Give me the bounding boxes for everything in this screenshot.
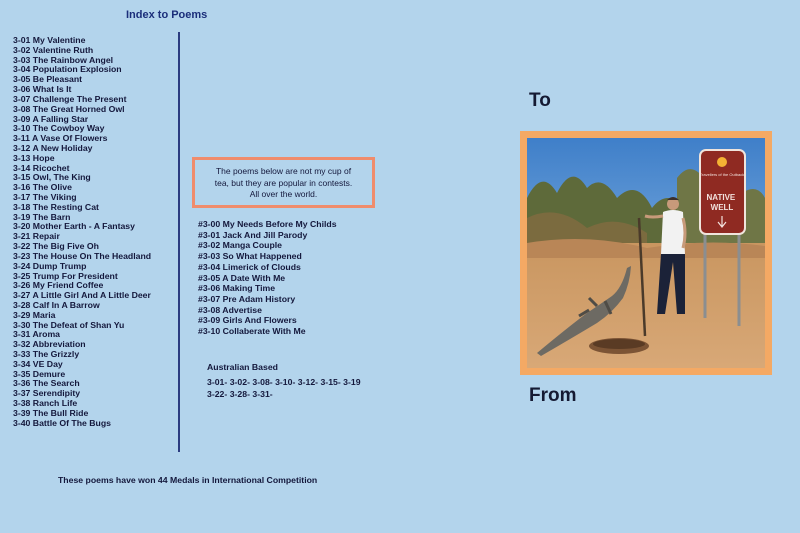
outback-photo: [527, 138, 765, 368]
vertical-divider: [178, 32, 180, 452]
page-title: Index to Poems: [126, 9, 208, 21]
poem-link[interactable]: 3-20 Mother Earth - A Fantasy: [13, 221, 135, 232]
poem-link[interactable]: 3-21 Repair: [13, 231, 60, 242]
poem-link[interactable]: 3-39 The Bull Ride: [13, 407, 89, 418]
poem-link[interactable]: 3-01 My Valentine: [13, 35, 86, 45]
poem-link[interactable]: 3-34 VE Day: [13, 358, 63, 369]
from-label: From: [529, 385, 577, 406]
contest-poem-link[interactable]: #3-08 Advertise: [198, 304, 262, 315]
contest-poem-link[interactable]: #3-05 A Date With Me: [198, 272, 286, 283]
poem-link[interactable]: 3-09 A Falling Star: [13, 113, 89, 124]
contest-poem-link[interactable]: #3-02 Manga Couple: [198, 240, 282, 251]
poem-link[interactable]: 3-03 The Rainbow Angel: [13, 54, 114, 65]
note-line: The poems below are not my cup of: [215, 166, 352, 176]
poem-link[interactable]: 3-30 The Defeat of Shan Yu: [13, 319, 125, 330]
poem-link[interactable]: 3-02 Valentine Ruth: [13, 44, 94, 55]
medals-footer-text: These poems have won 44 Medals in International Competition: [58, 475, 318, 485]
australian-poem-numbers[interactable]: 3-22- 3-28- 3-31-: [207, 389, 273, 399]
poem-link[interactable]: 3-40 Battle Of The Bugs: [13, 417, 111, 428]
sign-title-line-2: WELL: [710, 203, 734, 212]
poem-link[interactable]: 3-16 The Olive: [13, 182, 72, 193]
contest-poem-link[interactable]: #3-00 My Needs Before My Childs: [198, 219, 337, 229]
contest-poem-link[interactable]: #3-01 Jack And Jill Parody: [198, 229, 308, 240]
poem-link[interactable]: 3-25 Trump For President: [13, 270, 118, 281]
poem-link[interactable]: 3-26 My Friend Coffee: [13, 280, 104, 291]
poem-link[interactable]: 3-05 Be Pleasant: [13, 74, 83, 85]
poem-link[interactable]: 3-38 Ranch Life: [13, 398, 78, 409]
poem-link[interactable]: 3-17 The Viking: [13, 192, 77, 202]
poem-link[interactable]: 3-28 Calf In A Barrow: [13, 299, 100, 310]
poem-link[interactable]: 3-18 The Resting Cat: [13, 201, 99, 212]
photo-frame: [520, 131, 772, 375]
poem-link[interactable]: 3-35 Demure: [13, 368, 66, 379]
poem-link[interactable]: 3-29 Maria: [13, 309, 56, 320]
contest-poem-list: [198, 219, 337, 337]
poem-link[interactable]: 3-10 The Cowboy Way: [13, 123, 105, 134]
poem-link[interactable]: 3-04 Population Explosion: [13, 64, 122, 75]
contest-poem-link[interactable]: #3-06 Making Time: [198, 283, 276, 294]
poem-link[interactable]: 3-23 The House On The Headland: [13, 250, 152, 261]
poem-link[interactable]: 3-08 The Great Horned Owl: [13, 103, 125, 114]
to-label: To: [529, 90, 551, 111]
sign-title: [707, 193, 738, 212]
contest-poem-link[interactable]: #3-03 So What Happened: [198, 251, 302, 262]
poem-link[interactable]: 3-13 Hope: [13, 152, 55, 163]
poem-index-list: [13, 36, 151, 429]
contest-poem-link[interactable]: #3-09 Girls And Flowers: [198, 315, 297, 326]
poem-link[interactable]: 3-31 Aroma: [13, 329, 60, 340]
poem-link[interactable]: 3-32 Abbreviation: [13, 339, 86, 350]
poem-link[interactable]: 3-12 A New Holiday: [13, 142, 93, 153]
poem-link[interactable]: 3-37 Serendipity: [13, 388, 81, 399]
poem-link[interactable]: 3-24 Dump Trump: [13, 260, 87, 271]
poem-link[interactable]: 3-15 Owl, The King: [13, 172, 91, 183]
australian-poem-numbers[interactable]: 3-01- 3-02- 3-08- 3-10- 3-12- 3-15- 3-19: [207, 377, 361, 387]
poem-link[interactable]: 3-11 A Vase Of Flowers: [13, 133, 108, 144]
contest-poem-link[interactable]: #3-07 Pre Adam History: [198, 293, 296, 304]
note-line: All over the world.: [249, 189, 318, 199]
poem-link[interactable]: 3-07 Challenge The Present: [13, 93, 127, 104]
poem-link[interactable]: 3-33 The Grizzly: [13, 349, 80, 359]
sign-small-text: Travellers of the Outback: [699, 172, 745, 177]
contest-poem-link[interactable]: #3-04 Limerick of Clouds: [198, 261, 301, 272]
poem-link[interactable]: 3-06 What Is It: [13, 84, 72, 95]
contest-note-box: [192, 157, 375, 208]
poem-link[interactable]: 3-36 The Search: [13, 378, 80, 389]
contest-poem-link[interactable]: #3-10 Collaberate With Me: [198, 326, 306, 337]
poem-link[interactable]: 3-14 Ricochet: [13, 162, 70, 173]
sign-title-line-1: NATIVE: [706, 193, 736, 202]
australian-based-label: Australian Based: [207, 362, 278, 372]
poem-link[interactable]: 3-22 The Big Five Oh: [13, 241, 99, 252]
poem-link[interactable]: 3-19 The Barn: [13, 211, 71, 222]
note-line: tea, but they are popular in contests.: [214, 177, 353, 188]
poem-link[interactable]: 3-27 A Little Girl And A Little Deer: [13, 290, 151, 301]
